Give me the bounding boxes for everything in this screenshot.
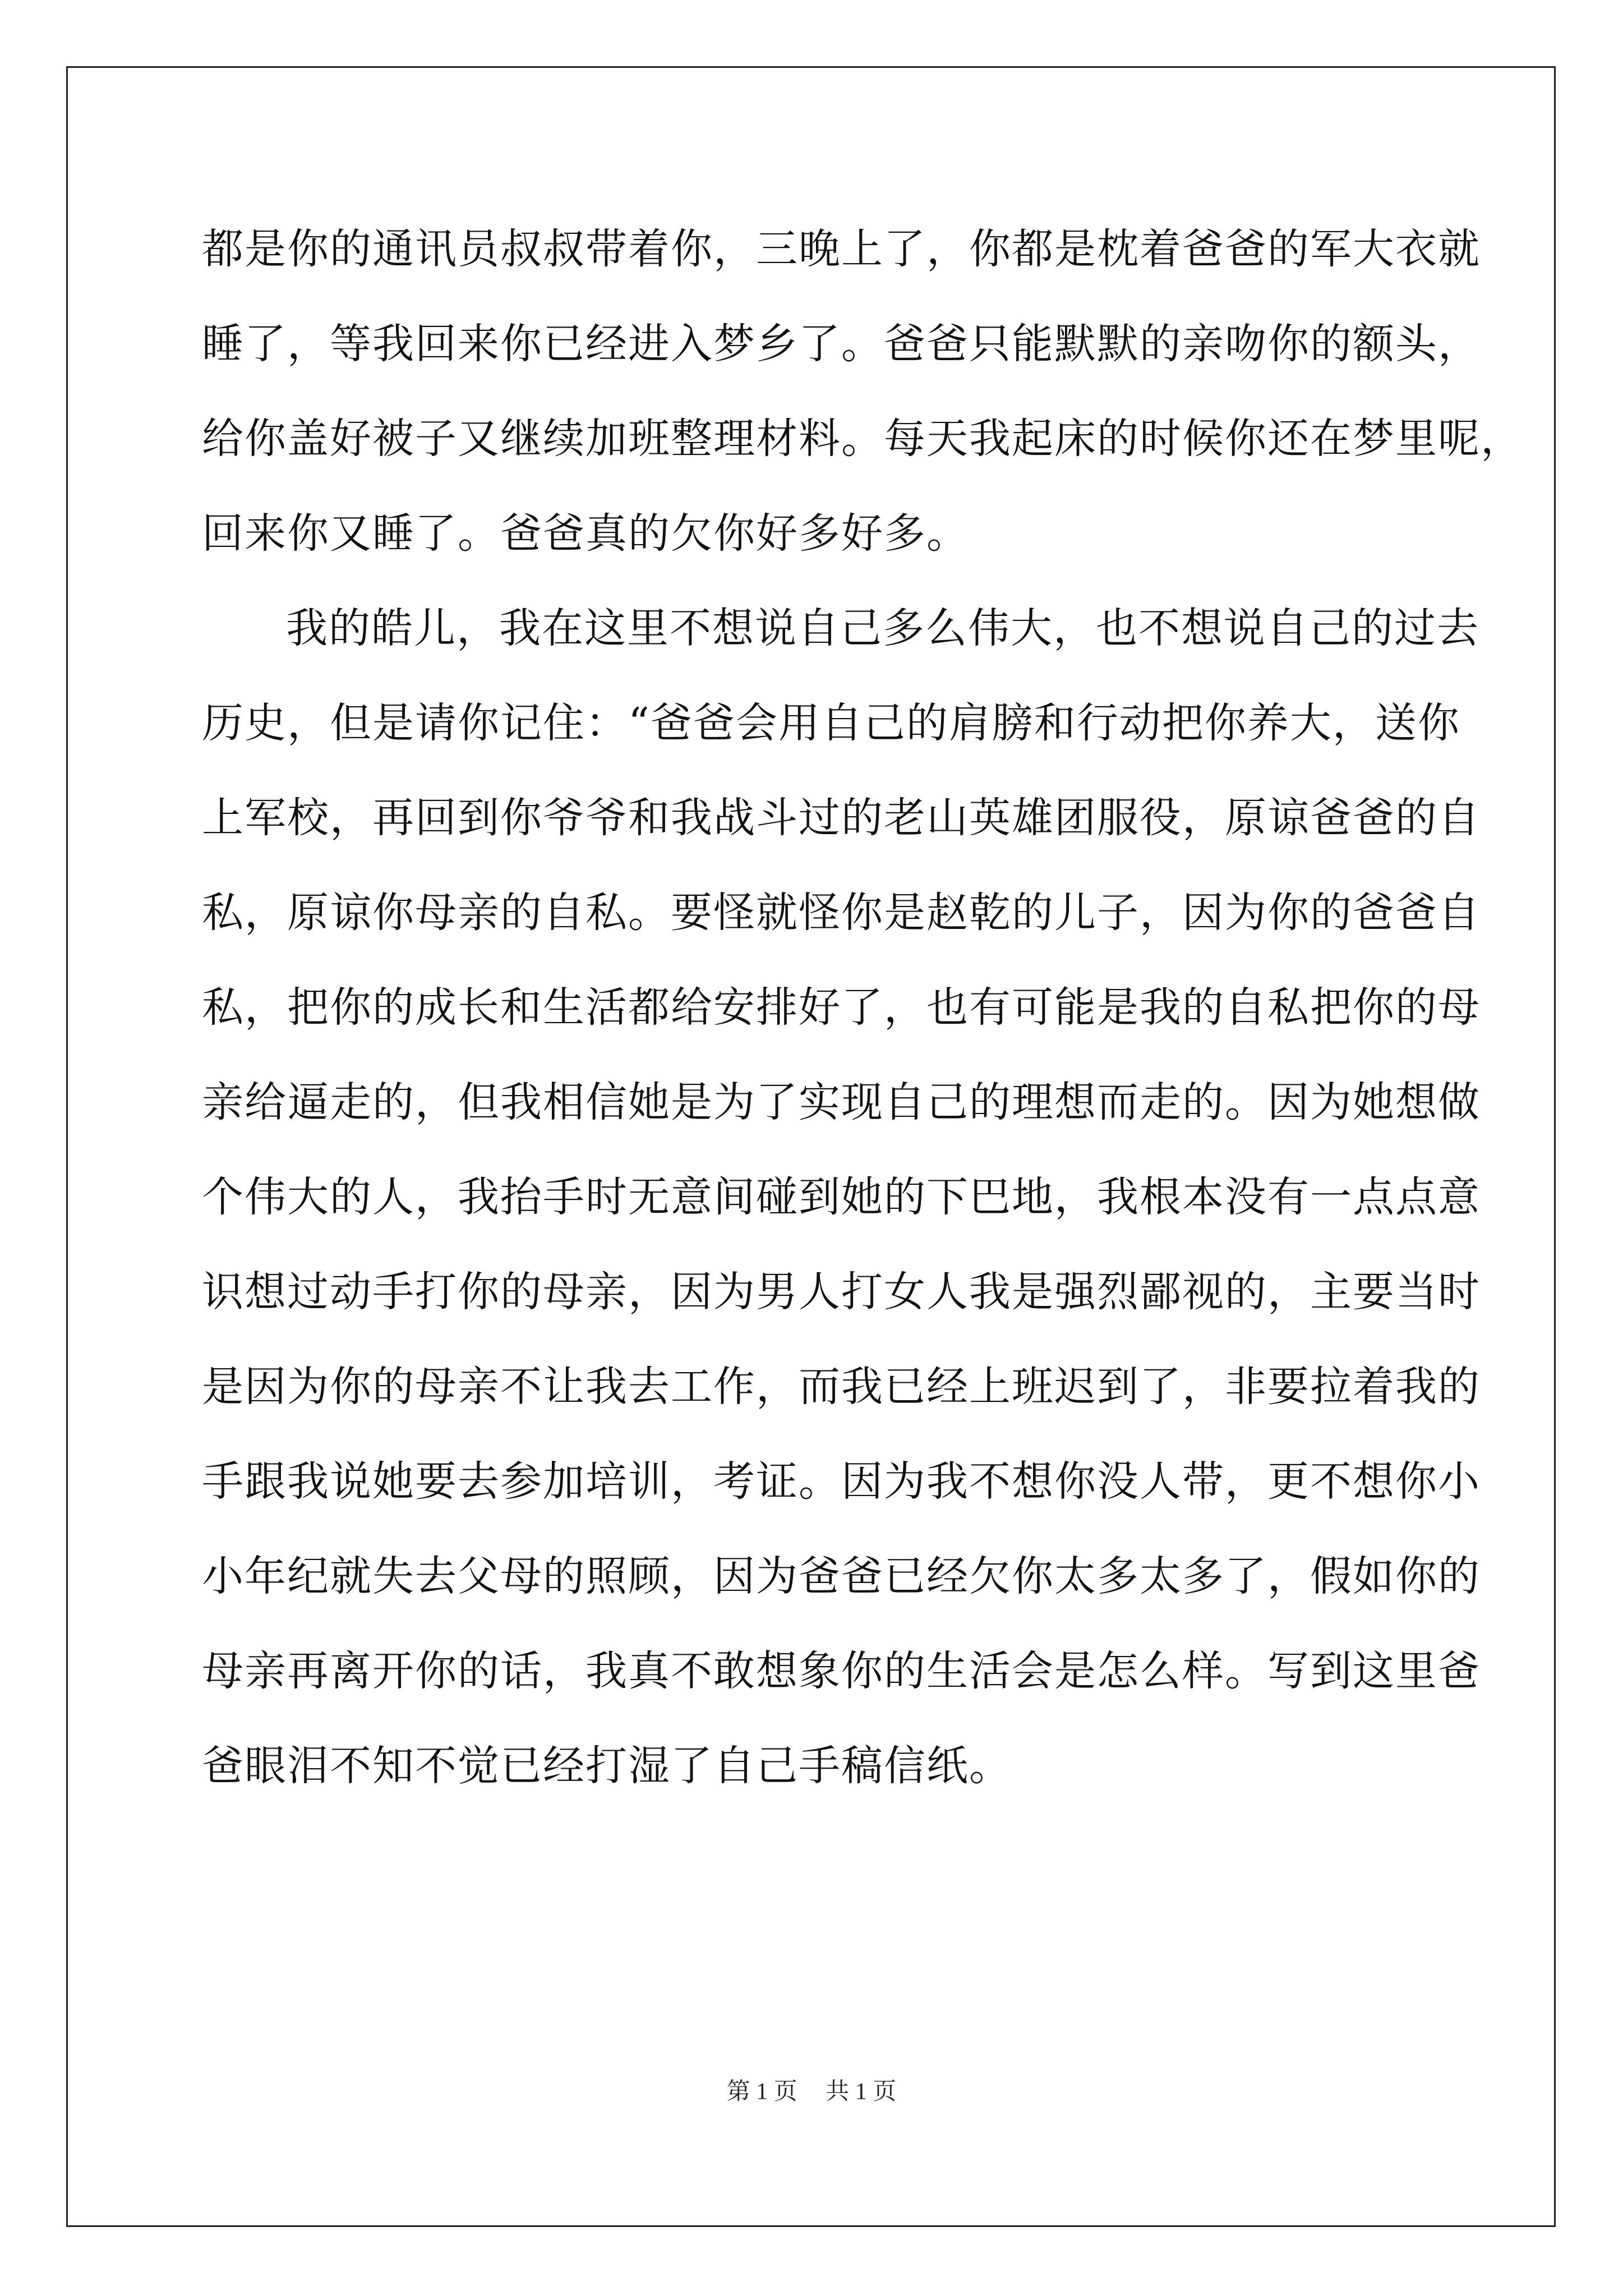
text-line: 给你盖好被子又继续加班整理材料。每天我起床的时候你还在梦里呢， — [202, 415, 1523, 463]
text-line: 睡了，等我回来你已经进入梦乡了。爸爸只能默默的亲吻你的额头， — [202, 320, 1481, 368]
text-line: 手跟我说她要去参加培训，考证。因为我不想你没人带，更不想你小 — [202, 1457, 1481, 1506]
text-line: 爸眼泪不知不觉已经打湿了自己手稿信纸。 — [202, 1742, 1012, 1790]
text-line: 私，把你的成长和生活都给安排好了，也有可能是我的自私把你的母 — [202, 983, 1481, 1032]
text-line: 母亲再离开你的话，我真不敢想象你的生活会是怎么样。写到这里爸 — [202, 1647, 1481, 1695]
paragraph-start-line: 我的皓儿，我在这里不想说自己多么伟大，也不想说自己的过去 — [286, 604, 1479, 652]
page-footer — [0, 2073, 1623, 2106]
text-line: 个伟大的人，我抬手时无意间碰到她的下巴地，我根本没有一点点意 — [202, 1173, 1481, 1221]
text-line: 私，原谅你母亲的自私。要怪就怪你是赵乾的儿子，因为你的爸爸自 — [202, 889, 1481, 937]
letter-body — [202, 202, 1523, 1814]
text-line: 是因为你的母亲不让我去工作，而我已经上班迟到了，非要拉着我的 — [202, 1363, 1481, 1411]
text-line: 回来你又睡了。爸爸真的欠你好多好多。 — [202, 509, 969, 558]
text-line: 小年纪就失去父母的照顾，因为爸爸已经欠你太多太多了，假如你的 — [202, 1552, 1481, 1600]
text-line: 都是你的通讯员叔叔带着你，三晚上了，你都是枕着爸爸的军大衣就 — [202, 225, 1481, 273]
page-number: 第 1 页 — [726, 2079, 797, 2105]
text-line: 上军校，再回到你爷爷和我战斗过的老山英雄团服役，原谅爸爸的自 — [202, 794, 1481, 842]
page-total: 共 1 页 — [826, 2079, 897, 2105]
text-line: 识想过动手打你的母亲，因为男人打女人我是强烈鄙视的，主要当时 — [202, 1268, 1481, 1316]
text-line: 历史，但是请你记住：“爸爸会用自己的肩膀和行动把你养大，送你 — [202, 699, 1460, 747]
text-line: 亲给逼走的，但我相信她是为了实现自己的理想而走的。因为她想做 — [202, 1078, 1481, 1126]
